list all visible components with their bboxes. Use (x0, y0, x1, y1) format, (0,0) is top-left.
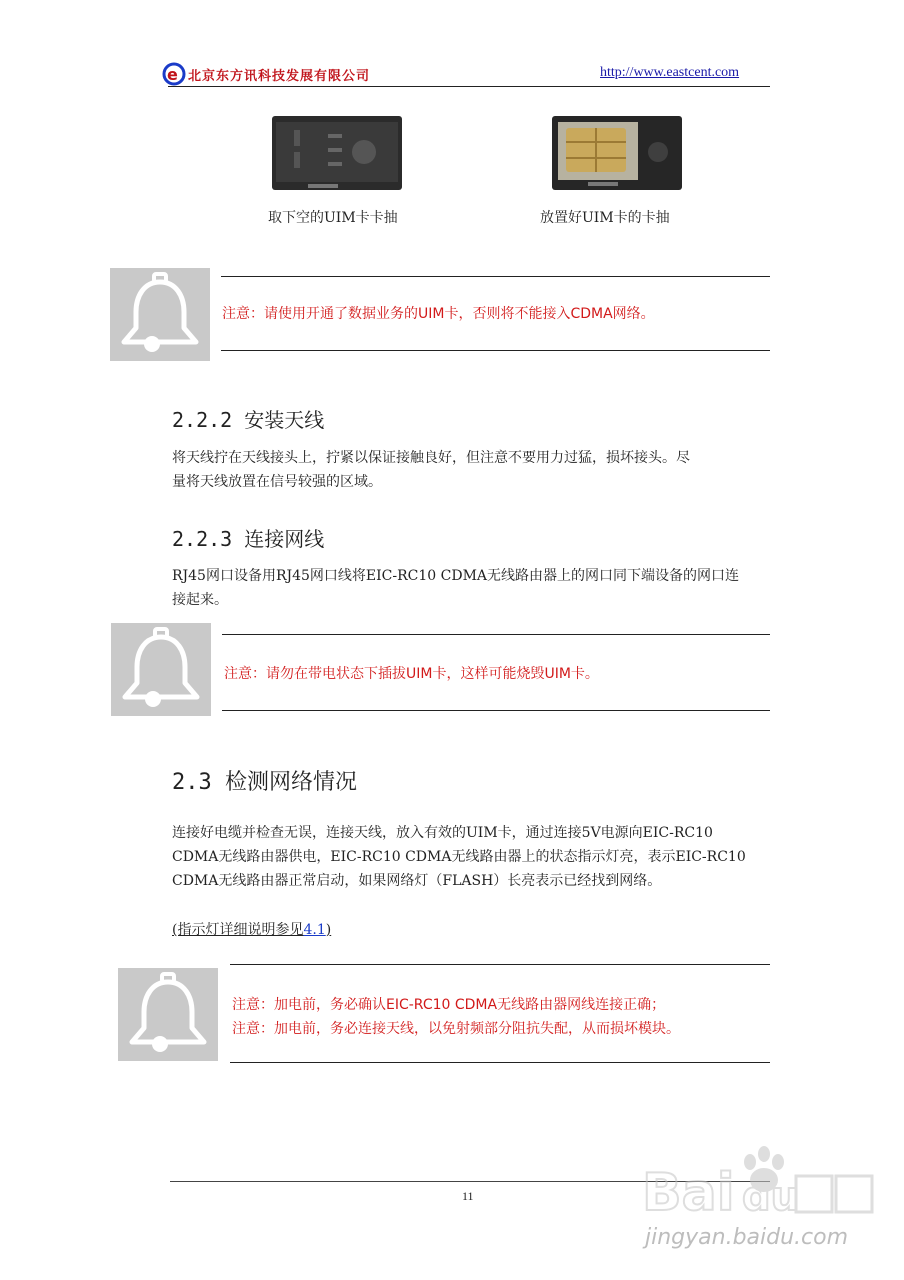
paragraph-line: CDMA无线路由器供电，EIC-RC10 CDMA无线路由器上的状态指示灯亮，表示EIC-RC10 (172, 849, 746, 865)
header-divider (168, 86, 770, 87)
section-heading-2-2-3: 2.2.3 连接网线 (172, 527, 325, 551)
reference-note (172, 919, 331, 939)
watermark-text: jingyan.baidu.com (645, 1225, 849, 1250)
baidu-jingyan-logo (638, 1140, 878, 1270)
reference-link[interactable]: 4.1 (303, 922, 326, 938)
photo-caption-loaded: 放置好UIM卡的卡抽 (540, 210, 670, 226)
paragraph-line: CDMA无线路由器正常启动，如果网络灯（FLASH）长亮表示已经找到网络。 (172, 873, 662, 889)
page-number: 11 (462, 1189, 474, 1203)
notice-text: 注意：加电前，务必连接天线，以免射频部分阻抗失配，从而损坏模块。 (232, 1021, 680, 1037)
company-logo-icon (162, 62, 186, 86)
notice-bottom-rule (221, 350, 770, 351)
website-link[interactable]: http://www.eastcent.com (600, 65, 740, 80)
reference-prefix: (指示灯详细说明参见 (172, 922, 304, 938)
paragraph-line: 将天线拧在天线接头上，拧紧以保证接触良好，但注意不要用力过猛，损坏接头。尽 (172, 450, 690, 466)
loaded-sim-tray-image (548, 112, 686, 194)
notice-top-rule (221, 276, 770, 277)
bell-icon (118, 968, 218, 1061)
svg-text:e: e (167, 65, 178, 84)
notice-bottom-rule (230, 1062, 770, 1063)
bell-icon (110, 268, 210, 361)
notice-text: 注意：加电前，务必确认EIC-RC10 CDMA无线路由器网线连接正确； (232, 997, 666, 1013)
paragraph-line: 连接好电缆并检查无误，连接天线，放入有效的UIM卡，通过连接5V电源向EIC-RC10 (172, 825, 713, 841)
section-heading-2-3: 2.3 检测网络情况 (172, 770, 357, 795)
notice-bottom-rule (222, 710, 770, 711)
company-name: 北京东方讯科技发展有限公司 (188, 69, 371, 84)
photo-caption-empty: 取下空的UIM卡卡抽 (268, 210, 398, 226)
paragraph-line: 量将天线放置在信号较强的区域。 (172, 474, 382, 490)
notice-text: 注意：请使用开通了数据业务的UIM卡，否则将不能接入CDMA网络。 (222, 306, 655, 322)
reference-suffix: ) (325, 922, 332, 938)
notice-text: 注意：请勿在带电状态下插拔UIM卡，这样可能烧毁UIM卡。 (224, 666, 599, 682)
empty-sim-tray-image (268, 112, 406, 194)
notice-top-rule (230, 964, 770, 965)
section-heading-2-2-2: 2.2.2 安装天线 (172, 408, 325, 432)
svg-text:Bai: Bai (642, 1163, 735, 1223)
svg-text:du: du (742, 1174, 800, 1220)
paragraph-line: RJ45网口设备用RJ45网口线将EIC-RC10 CDMA无线路由器上的网口同下端设备的网口连 (172, 568, 740, 584)
notice-top-rule (222, 634, 770, 635)
bell-icon (111, 623, 211, 716)
paragraph-line: 接起来。 (172, 592, 228, 608)
